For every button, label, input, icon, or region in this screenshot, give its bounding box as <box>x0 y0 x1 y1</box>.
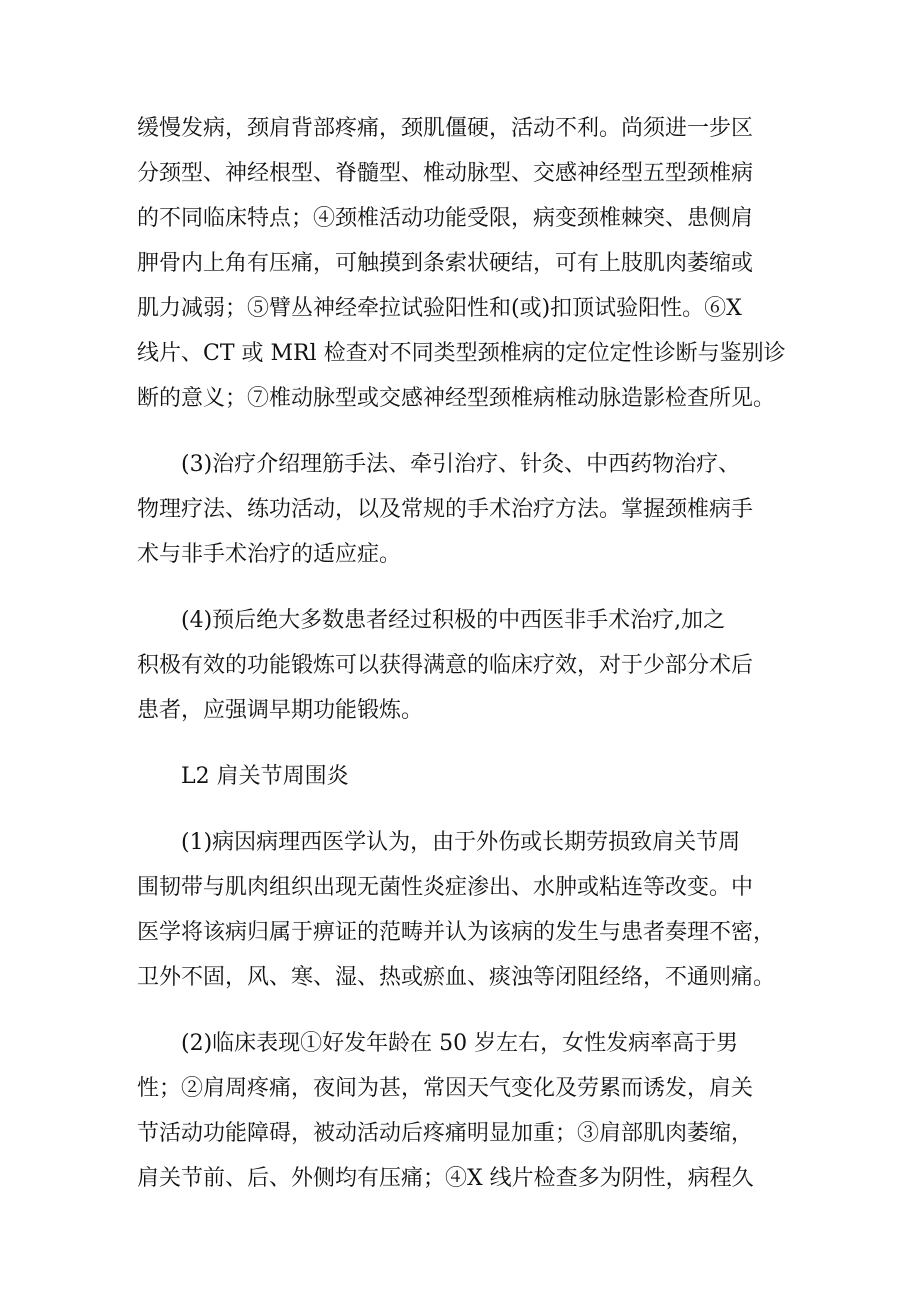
text-line: (4)预后绝大多数患者经过积极的中西医非手术治疗,加之 <box>181 608 726 633</box>
text-line: 断的意义；⑦椎动脉型或交感神经型颈椎病椎动脉造影检查所见。 <box>137 386 776 411</box>
section-title: L2 肩关节周围炎 <box>181 764 349 789</box>
paragraph-diagnosis-continued <box>137 106 797 421</box>
paragraph-gap <box>137 577 797 598</box>
text-line: 围韧带与肌肉组织出现无菌性炎症渗出、水肿或粘连等改变。中 <box>137 875 754 900</box>
text-line: 物理疗法、练功活动，以及常规的手术治疗方法。掌握颈椎病手 <box>137 497 754 522</box>
text-line: (2)临床表现①好发年龄在 50 岁左右，女性发病率高于男 <box>181 1031 739 1056</box>
text-line: 线片、CT 或 MRl 检查对不同类型颈椎病的定位定性诊断与鉴别诊 <box>137 341 786 366</box>
text-line: 积极有效的功能锻炼可以获得满意的临床疗效，对于少部分术后 <box>137 653 754 678</box>
text-line: 患者，应强调早期功能锻炼。 <box>137 698 424 723</box>
text-line: 缓慢发病，颈肩背部疼痛，颈肌僵硬，活动不利。尚须进一步区 <box>137 116 754 141</box>
text-line: 卫外不固，风、寒、湿、热或瘀血、痰浊等闭阻经络，不通则痛。 <box>137 965 776 990</box>
paragraph-gap <box>137 733 797 754</box>
text-line: 肌力减弱；⑤臂丛神经牵拉试验阳性和(或)扣顶试验阳性。⑥X <box>137 296 742 321</box>
text-line: 分颈型、神经根型、脊髓型、椎动脉型、交感神经型五型颈椎病 <box>137 161 754 186</box>
text-line: (3)治疗介绍理筋手法、牵引治疗、针灸、中西药物治疗、 <box>181 452 741 477</box>
paragraph-gap <box>137 1000 797 1021</box>
text-line: 的不同临床特点；④颈椎活动功能受限，病变颈椎棘突、患侧肩 <box>137 206 754 231</box>
paragraph-prognosis <box>137 598 797 733</box>
paragraph-treatment <box>137 442 797 577</box>
text-line: 胛骨内上角有压痛，可触摸到条索状硬结，可有上肢肌肉萎缩或 <box>137 251 754 276</box>
section-heading <box>137 754 797 799</box>
document-body <box>137 106 797 1201</box>
paragraph-clinical <box>137 1021 797 1201</box>
text-line: 节活动功能障碍，被动活动后疼痛明显加重；③肩部肌肉萎缩， <box>137 1121 754 1146</box>
text-line: 医学将该病归属于痹证的范畴并认为该病的发生与患者奏理不密， <box>137 920 776 945</box>
paragraph-gap <box>137 799 797 820</box>
paragraph-etiology <box>137 820 797 1000</box>
text-line: 性；②肩周疼痛，夜间为甚，常因天气变化及劳累而诱发，肩关 <box>137 1076 754 1101</box>
text-line: 术与非手术治疗的适应症。 <box>137 542 402 567</box>
text-line: (1)病因病理西医学认为，由于外伤或长期劳损致肩关节周 <box>181 830 741 855</box>
paragraph-gap <box>137 421 797 442</box>
text-line: 肩关节前、后、外侧均有压痛；④X 线片检查多为阴性，病程久 <box>137 1166 754 1191</box>
